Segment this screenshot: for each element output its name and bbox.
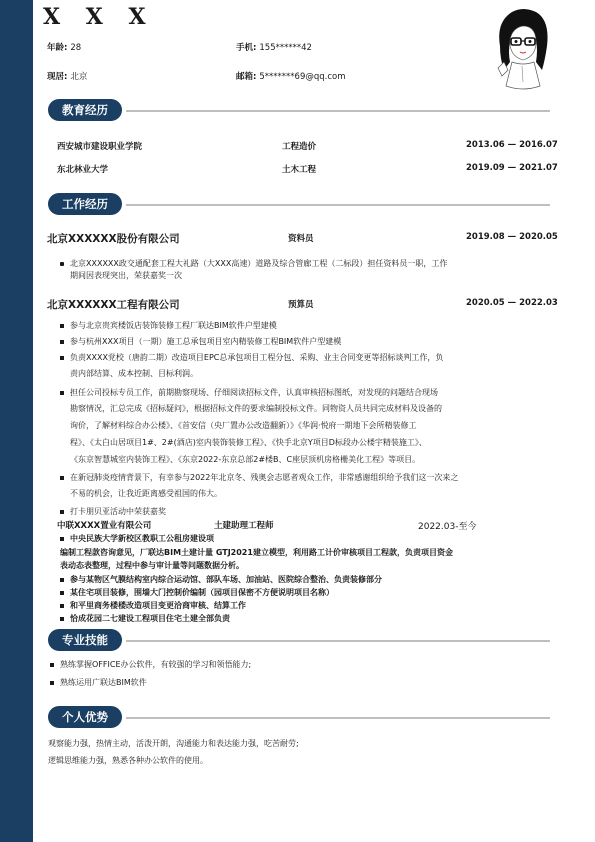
job2-title: 预算员 bbox=[288, 300, 314, 310]
job2-line-6: 勘察情况，汇总完成《招标疑问》，根据招标文件的要求编制投标文件。同物资人员共同完成材料及设备的 bbox=[70, 404, 442, 413]
avatar bbox=[492, 4, 554, 94]
email-info bbox=[236, 70, 346, 82]
age-value: 28 bbox=[70, 43, 82, 53]
section-divider bbox=[126, 110, 550, 112]
section-title-education: 教育经历 bbox=[48, 99, 122, 121]
job3-line-4: 参与某物区气膜结构室内综合运动馆、部队车场、加油站、医院综合整治、负责装修部分 bbox=[60, 574, 382, 586]
phone-label: 手机: bbox=[236, 43, 257, 53]
location-value: 北京 bbox=[70, 72, 88, 82]
job1-line-1: 北京XXXXXX政交通配套工程大礼路（大XXX高速）道路及综合管廊工程（二标段）担任资料员一职，工作 bbox=[60, 256, 447, 271]
job1-title: 资料员 bbox=[288, 234, 314, 244]
job2-line-9: 《东京智慧城室内装饰工程》、《东京2022-东京总部2#楼B、C座层顶机房格栅美化工程》等项目。 bbox=[70, 455, 421, 464]
education-school-1: 西安城市建设职业学院 bbox=[57, 142, 143, 152]
job2-line-11: 不易的机会，让我近距离感受祖国的伟大。 bbox=[70, 489, 222, 498]
skill-item-1: 熟练掌握OFFICE办公软件，有较强的学习和领悟能力; bbox=[50, 659, 251, 671]
job3-title: 土建助理工程师 bbox=[214, 521, 274, 531]
sidebar-bar bbox=[0, 0, 33, 842]
email-value: 5*******69@qq.com bbox=[259, 72, 346, 82]
job2-company: 北京XXXXXX工程有限公司 bbox=[47, 299, 180, 311]
strength-line-1: 观察能力强，热情主动，活泼开朗，沟通能力和表达能力强，吃苦耐劳; bbox=[48, 739, 299, 748]
candidate-name: X X X bbox=[43, 4, 155, 30]
education-period-2: 2019.09 — 2021.07 bbox=[466, 163, 558, 173]
section-divider bbox=[126, 204, 550, 206]
job3-line-6: 和平里商务楼楼改造项目变更洽商审核、结算工作 bbox=[60, 600, 246, 612]
section-title-work: 工作经历 bbox=[48, 193, 122, 215]
job2-line-7: 询价，了解材料综合办公楼》、《首安信（央厂置办公改造翻新）》《华润·悦府一期地下会所精装修工 bbox=[70, 421, 417, 430]
section-divider bbox=[126, 640, 550, 642]
job1-period: 2019.08 — 2020.05 bbox=[466, 232, 558, 242]
job3-line-1: 中央民族大学新校区教职工公租房建设项 bbox=[60, 533, 214, 545]
job2-line-10: 在新冠肺炎疫情背景下，有幸参与2022年北京冬、残奥会志愿者观众工作，非常感谢组织给予我们这一次来之 bbox=[60, 472, 458, 484]
job1-line-2: 期间因表现突出，荣获嘉奖一次 bbox=[70, 271, 182, 280]
age-info bbox=[47, 41, 81, 53]
education-school-2: 东北林业大学 bbox=[57, 165, 109, 175]
section-title-skills: 专业技能 bbox=[48, 629, 122, 651]
job2-line-4: 责内部结算、成本控制、目标利润。 bbox=[70, 369, 198, 378]
section-header-education bbox=[46, 98, 550, 122]
job2-line-2: 参与杭州XXX项目（一期）施工总承包项目室内精装修工程BIM软件户型建模 bbox=[60, 336, 341, 348]
job2-line-12: 打卡朋贝亚活动中荣获嘉奖 bbox=[60, 506, 166, 518]
education-major-1: 工程造价 bbox=[282, 142, 317, 152]
job2-line-5: 担任公司投标专员工作，前期勘察现场、仔细阅读招标文件，认真审核招标图纸，对发现的问题结合现场 bbox=[60, 387, 438, 399]
section-divider bbox=[126, 717, 550, 719]
skill-item-2: 熟练运用广联达BIM软件 bbox=[50, 677, 147, 689]
section-header-strengths bbox=[46, 705, 550, 729]
job3-line-7: 恰成花园二七建设工程项目住宅土建全部负责 bbox=[60, 613, 230, 625]
job2-line-3: 负责XXXX党校（唐韵二期）改造项目EPC总承包项目工程分包、采购、业主合同变更等招标谈判工作，负 bbox=[60, 352, 443, 364]
phone-info bbox=[236, 41, 312, 53]
job3-company: 中联XXXX置业有限公司 bbox=[57, 521, 152, 531]
section-header-skills bbox=[46, 628, 550, 652]
job2-line-8: 程》、《太白山居项目1#、2#(酒店)室内装饰装修工程》、《快手北京Y项目D标段办公楼宇精装施工》、 bbox=[70, 438, 427, 447]
job1-company: 北京XXXXXX股份有限公司 bbox=[47, 233, 180, 245]
education-period-1: 2013.06 — 2016.07 bbox=[466, 140, 558, 150]
email-label: 邮箱: bbox=[236, 72, 257, 82]
job3-line-3: 表动态表整理，过程中参与审计量等问题数据分析。 bbox=[60, 561, 244, 570]
job2-line-1: 参与北京贵宾楼饭店装饰装修工程厂联达BIM软件户型建模 bbox=[60, 320, 277, 332]
phone-value: 155******42 bbox=[259, 43, 312, 53]
strength-line-2: 逻辑思维能力强，熟悉各种办公软件的使用。 bbox=[48, 756, 208, 765]
job3-line-5: 某住宅项目装修，围墙大门控制价编制（园项目保密不方便说明项目名称） bbox=[60, 587, 334, 599]
job2-period: 2020.05 — 2022.03 bbox=[466, 298, 558, 308]
location-info bbox=[47, 70, 87, 82]
education-major-2: 土木工程 bbox=[282, 165, 317, 175]
age-label: 年龄: bbox=[47, 43, 68, 53]
location-label: 现居: bbox=[47, 72, 68, 82]
job3-line-2: 编制工程款咨询意见，厂联达BIM土建计量 GTJ2021建立模型，利用路工计价审核项目工程款，负责项目资金 bbox=[60, 548, 453, 557]
section-header-work bbox=[46, 192, 550, 216]
job3-period: 2022.03-至今 bbox=[418, 522, 477, 532]
section-title-strengths: 个人优势 bbox=[48, 706, 122, 728]
